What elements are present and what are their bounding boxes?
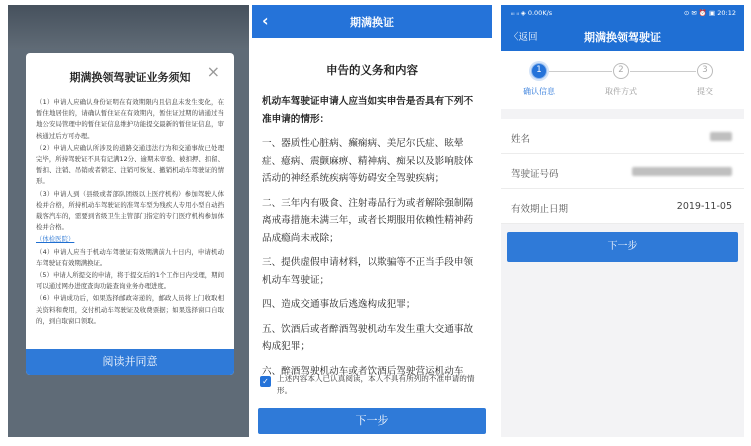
step-1-circle: 1: [531, 63, 547, 79]
nav-title: 期满换证: [350, 16, 394, 29]
declaration-title: 申告的义务和内容: [326, 63, 418, 77]
back-button[interactable]: 〈返回: [509, 32, 538, 43]
expiry-date-value: 2019-11-05: [676, 201, 732, 212]
agree-row[interactable]: [260, 373, 486, 401]
agree-text: 上述内容本人已认真阅读，本人不具有所列的不准申请的情形。: [277, 374, 475, 395]
read-agree-button[interactable]: 阅读并同意: [26, 349, 234, 375]
declaration-screen: [252, 5, 492, 437]
declaration-item: 四、造成交通事故后逃逸构成犯罪；: [262, 299, 416, 310]
back-chevron-icon[interactable]: ‹: [262, 11, 269, 30]
notice-paragraph: （2）申请人应确认所涉及的道路交通违法行为和交通事故已处理完毕，所持驾驶证不具有记满12分、逾期未审验、被扣押、扣留、暂扣、注销、吊销或者锁定、注销可恢复、撤销机动车驾驶证的情形。: [36, 143, 224, 186]
declaration-content[interactable]: [252, 62, 492, 380]
step-2-circle: 2: [613, 63, 629, 79]
declaration-intro: 机动车驾驶证申请人应当如实申告是否具有下列不准申请的情形：: [262, 96, 474, 125]
modal-title: 期满换领驾驶证业务须知: [69, 71, 191, 84]
field-label: 驾驶证号码: [511, 169, 559, 180]
field-label: 姓名: [511, 134, 531, 145]
notice-screen: [8, 5, 249, 437]
notice-paragraph: （1）申请人应确认身份证明在有效期限内且信息未发生变化，在暂住地居住的，请确认暂住证在有效期内，暂住证过期的请通过当地公安局管理中的暂住证信息维护功能提交最新的暂住证信息，审核通过后方可办理。: [36, 98, 224, 140]
step-3-label: 提交: [697, 87, 713, 96]
nav-bar: [252, 5, 492, 38]
nav-title: 期满换领驾驶证: [584, 31, 661, 44]
notice-paragraph: （4）申请人应当于机动车驾驶证有效期满前九十日内，申请机动车驾驶证有效期满换证。: [36, 247, 224, 267]
status-left: ᵢᵢₗ ᵢₗ ◈ 0.00K/s: [511, 9, 553, 17]
status-bar: [501, 5, 744, 21]
checkbox-checked-icon[interactable]: ✓: [260, 376, 271, 387]
dimmed-background: [8, 5, 249, 49]
declaration-item: 五、饮酒后或者醉酒驾驶机动车发生重大交通事故构成犯罪；: [262, 323, 474, 352]
step-connector: [630, 71, 696, 72]
blurred-license-value: [632, 167, 732, 176]
declaration-item: 一、器质性心脏病、癫痫病、美尼尔氏症、眩晕症、癔病、震颤麻痹、精神病、痴呆以及影响肢体活动的神经系统疾病等妨碍安全驾驶疾病；: [262, 138, 474, 184]
notice-paragraph: （6）申请成功后，如果选择邮政寄递的，邮政人员将上门收取相关资料和费用，交付机动车驾驶证及收费票据；如果选择窗口自取的，到自取窗口领取。: [36, 294, 224, 325]
notice-paragraph: （3）申请人到（县级或者部队团级以上医疗机构）参加驾驶人体检并合格，所持机动车驾驶证的准驾车型为残疾人专用小型自动挡载客汽车的，需要到省级卫生主管部门指定的专门医疗机构参加体检并合格。: [36, 189, 224, 232]
step-connector: [548, 71, 612, 72]
next-button[interactable]: 下一步: [258, 408, 486, 434]
next-button[interactable]: 下一步: [507, 232, 738, 262]
nav-bar: [501, 21, 744, 51]
modal-body[interactable]: [36, 97, 224, 337]
blurred-name-value: [710, 132, 732, 141]
status-right: ⊙ ✉ ⏰ ▣ 20:12: [683, 9, 736, 17]
name-row: [501, 119, 744, 154]
step-indicator: [501, 51, 744, 109]
expiry-date-row: [501, 189, 744, 224]
declaration-item: 二、三年内有吸食、注射毒品行为或者解除强制隔离戒毒措施未满三年，或者长期服用依赖性精神药品成瘾尚未戒除；: [262, 197, 474, 244]
declaration-item: 三、提供虚假申请材料，以欺骗等不正当手段申领机动车驾驶证；: [262, 257, 474, 286]
field-label: 有效期止日期: [511, 204, 569, 215]
step-1-label: 确认信息: [523, 87, 555, 96]
declaration-item: 六、醉酒驾驶机动车或者饮酒后驾驶营运机动车: [262, 365, 464, 377]
license-number-row: [501, 154, 744, 189]
notice-paragraph: （5）申请人所提交的申请，将于提交后的1个工作日内受理，期间可以通过网办进度查询功能查询业务办理进度。: [36, 271, 224, 291]
hospital-link[interactable]: （体检医院）: [36, 235, 75, 244]
notice-modal: [26, 53, 234, 375]
step-2-label: 取件方式: [605, 87, 637, 96]
close-icon[interactable]: ×: [206, 62, 220, 81]
step-3-circle: 3: [697, 63, 713, 79]
confirm-info-screen: [501, 5, 744, 437]
info-fields: [501, 119, 744, 224]
